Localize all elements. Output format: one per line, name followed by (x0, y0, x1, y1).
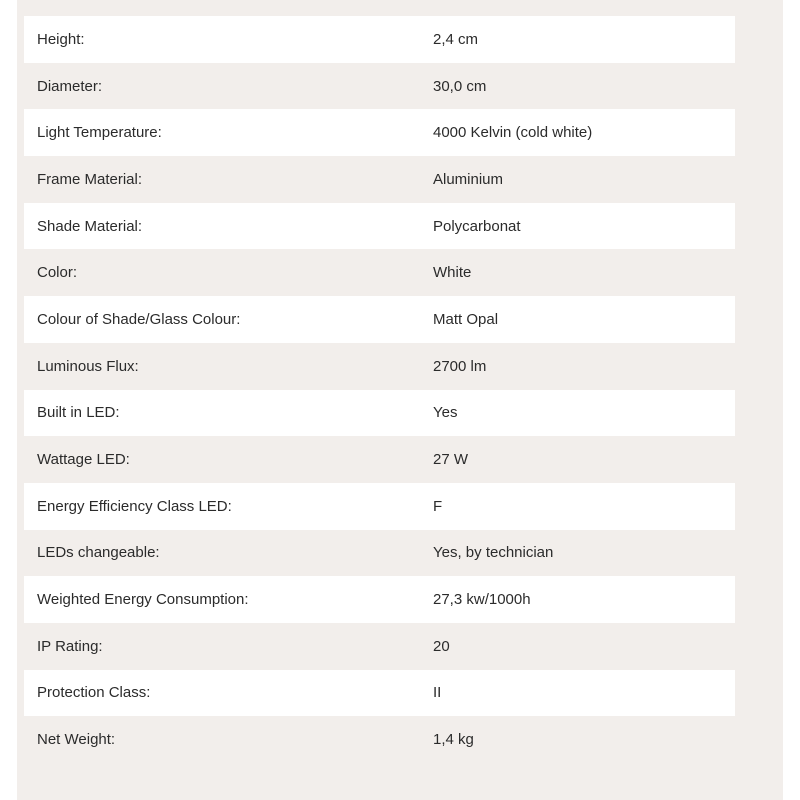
spec-value: Aluminium (433, 170, 504, 188)
spec-value: 2,4 cm (433, 30, 479, 48)
spec-row-shade-colour (24, 296, 735, 343)
spec-value: White (433, 264, 472, 282)
spec-row-shade-material (24, 203, 735, 250)
spec-row-ip-rating (24, 623, 735, 670)
spec-label: Diameter: (37, 77, 103, 95)
spec-label: IP Rating: (37, 637, 103, 655)
spec-label: Shade Material: (37, 217, 143, 235)
spec-label: Luminous Flux: (37, 357, 139, 375)
spec-value: II (433, 684, 442, 702)
spec-value: Polycarbonat (433, 217, 521, 235)
spec-table (24, 16, 735, 763)
spec-label: Energy Efficiency Class LED: (37, 497, 232, 515)
spec-label: Net Weight: (37, 731, 116, 749)
spec-label: Wattage LED: (37, 451, 130, 469)
spec-value: 27,3 kw/1000h (433, 591, 531, 609)
spec-label: Protection Class: (37, 684, 151, 702)
spec-value: 4000 Kelvin (cold white) (433, 124, 593, 142)
spec-row-weighted-energy-consumption (24, 576, 735, 623)
spec-label: Frame Material: (37, 170, 143, 188)
spec-label: Light Temperature: (37, 124, 162, 142)
spec-value: 1,4 kg (433, 731, 474, 749)
spec-value: F (433, 497, 443, 515)
spec-row-leds-changeable (24, 530, 735, 577)
spec-label: Color: (37, 264, 78, 282)
spec-value: 2700 lm (433, 357, 487, 375)
spec-row-frame-material (24, 156, 735, 203)
spec-row-height (24, 16, 735, 63)
spec-label: Colour of Shade/Glass Colour: (37, 310, 241, 328)
spec-label: Weighted Energy Consumption: (37, 591, 249, 609)
spec-label: LEDs changeable: (37, 544, 160, 562)
spec-row-light-temperature (24, 109, 735, 156)
spec-row-diameter (24, 63, 735, 110)
spec-value: 27 W (433, 451, 469, 469)
spec-row-energy-efficiency-class (24, 483, 735, 530)
spec-row-protection-class (24, 670, 735, 717)
spec-label: Height: (37, 30, 85, 48)
spec-row-built-in-led (24, 390, 735, 437)
spec-row-luminous-flux (24, 343, 735, 390)
spec-value: 20 (433, 637, 450, 655)
spec-row-color (24, 249, 735, 296)
spec-value: Yes (433, 404, 458, 422)
spec-label: Built in LED: (37, 404, 120, 422)
spec-row-wattage-led (24, 436, 735, 483)
spec-value: Yes, by technician (433, 544, 554, 562)
spec-row-net-weight (24, 716, 735, 763)
spec-value: 30,0 cm (433, 77, 487, 95)
spec-value: Matt Opal (433, 310, 499, 328)
